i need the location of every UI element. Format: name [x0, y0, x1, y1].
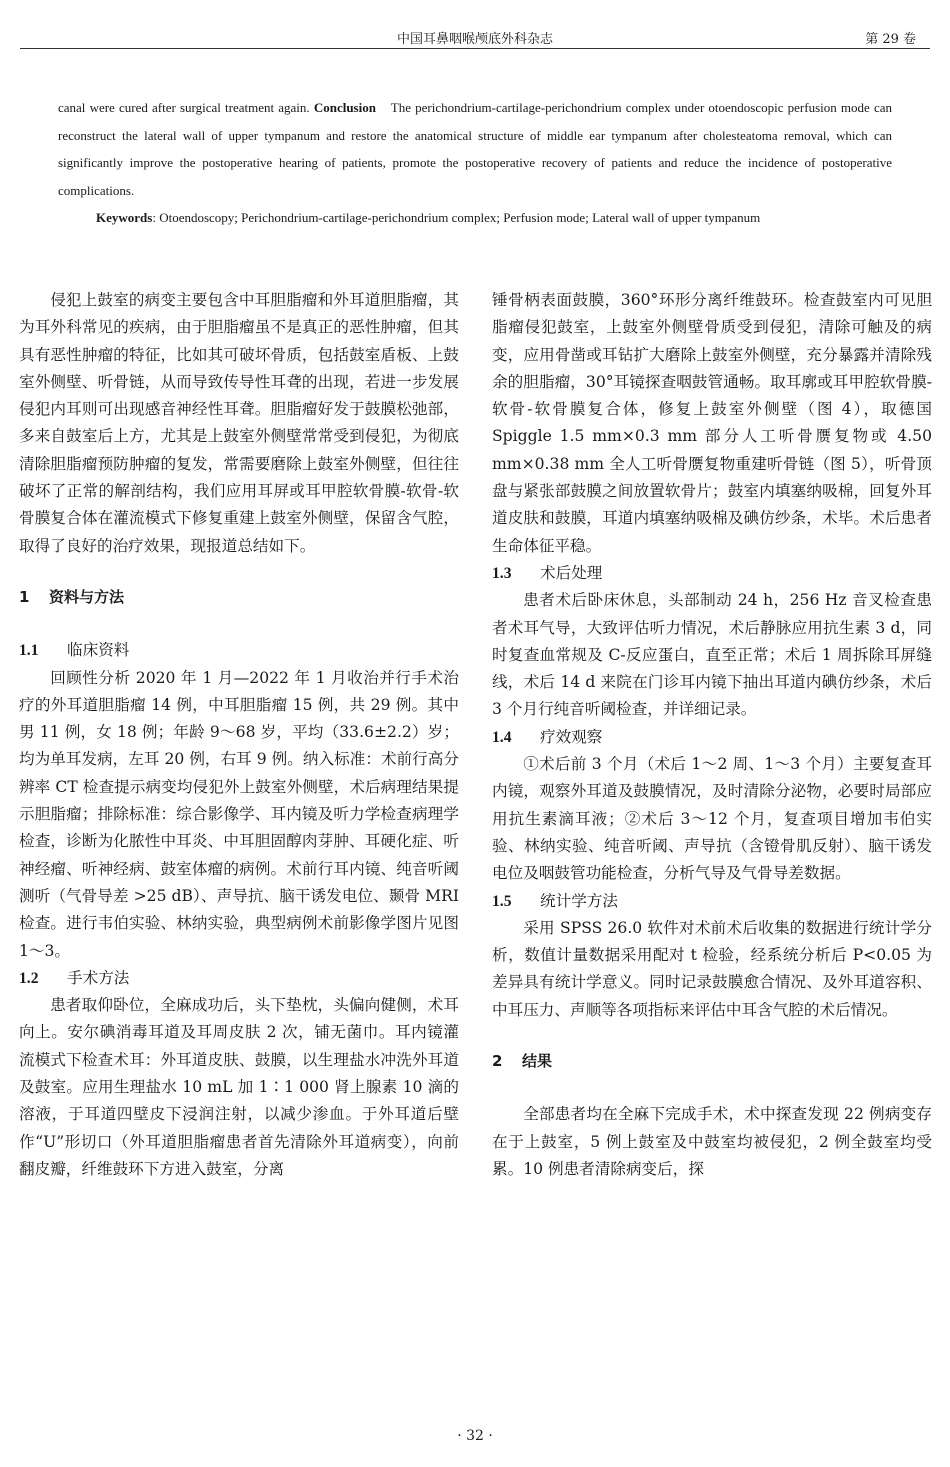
- section-1-3-title: 术后处理: [540, 563, 603, 582]
- statistics-paragraph: 采用 SPSS 26.0 软件对术前术后收集的数据进行统计学分析，数值计量数据采用配对 t 检验，经系统分析后 P<0.05 为差异具有统计学意义。同时记录鼓膜愈合情况、及外耳道容积、中耳压力、声顺等各项指标来评估中耳含气腔的术后情况。: [492, 918, 932, 1019]
- abstract-conclusion-paragraph: [58, 94, 892, 204]
- journal-title: 中国耳鼻咽喉颅底外科杂志: [396, 32, 553, 47]
- surgical-method-paragraph: 患者取仰卧位，全麻成功后，头下垫枕，头偏向健侧，术耳向上。安尔碘消毒耳道及耳周皮肤 2 次，铺无菌巾。耳内镜灌流模式下检查术耳：外耳道皮肤、鼓膜，以生理盐水冲洗外耳道及鼓室。应用生理盐水 10 mL 加 1∶1 000 肾上腺素 10 滴的溶液，于耳道四壁皮下浸润注射，以减少渗血。于外耳道后壁作“U”形切口（外耳道胆脂瘤患者首先清除外耳道病变），向前翻皮瓣，纤维鼓环下方进入鼓室，分离: [19, 996, 459, 1178]
- surgical-method-continued: 锤骨柄表面鼓膜，360°环形分离纤维鼓环。检查鼓室内可见胆脂瘤侵犯鼓室，上鼓室外侧壁骨质受到侵犯，清除可触及的病变，应用骨凿或耳钻扩大磨除上鼓室外侧壁，充分暴露并清除残余的胆脂瘤，30°耳镜探查咽鼓管通畅。取耳廓或耳甲腔软骨膜-软骨-软骨膜复合体，修复上鼓室外侧壁（图 4），取德国 Spiggle 1.5 mm×0.3 mm 部分人工听骨赝复物或 4.50 mm×0.38 mm 全人工听骨赝复物重建听骨链（图 5），听骨顶盘与紧张部鼓膜之间放置软骨片；鼓室内填塞纳吸棉，回复外耳道皮肤和鼓膜，耳道内填塞纳吸棉及碘仿纱条，术毕。术后患者生命体征平稳。: [492, 291, 932, 555]
- running-header: [20, 26, 930, 49]
- keywords-paragraph: [58, 204, 892, 232]
- section-1-title: 资料与方法: [49, 587, 125, 606]
- intro-paragraph: 侵犯上鼓室的病变主要包含中耳胆脂瘤和外耳道胆脂瘤，其为耳外科常见的疾病，由于胆脂瘤虽不是真正的恶性肿瘤，但其具有恶性肿瘤的特征，比如其可破坏骨质，包括鼓室盾板、上鼓室外侧壁、听骨链，从而导致传导性耳聋的出现，若进一步发展侵犯内耳则可出现感音神经性耳聋。胆脂瘤好发于鼓膜松弛部，多来自鼓室后上方，尤其是上鼓室外侧壁常常受到侵犯，为彻底清除胆脂瘤预防肿瘤的复发，常需要磨除上鼓室外侧壁，但往往破坏了正常的解剖结构，我们应用耳屏或耳甲腔软骨膜-软骨-软骨膜复合体在灌流模式下修复重建上鼓室外侧壁，保留含气腔，取得了良好的治疗效果，现报道总结如下。: [19, 291, 459, 555]
- section-1-2-heading: [19, 965, 459, 992]
- section-1-1-number: 1.1: [19, 642, 39, 660]
- section-1-1-heading: [19, 637, 459, 664]
- section-1-4-title: 疗效观察: [540, 727, 603, 746]
- postoperative-care-paragraph: 患者术后卧床休息，头部制动 24 h，256 Hz 音叉检查患者术耳气导，大致评估听力情况，术后静脉应用抗生素 3 d，同时复查血常规及 C-反应蛋白，直至正常；术后 1 周拆除耳屏缝线，术后 14 d 来院在门诊耳内镜下抽出耳道内碘仿纱条，术后 3 个月行纯音听阈检查，并详细记录。: [492, 591, 932, 719]
- section-1-4-number: 1.4: [492, 728, 512, 746]
- keywords-label: Keywords: [96, 210, 153, 225]
- section-1-5-title: 统计学方法: [540, 891, 618, 910]
- keywords-text: : Otoendoscopy; Perichondrium-cartilage-perichondrium complex; Perfusion mode; Lateral wall of upper tympanum: [152, 210, 761, 225]
- right-column: [492, 287, 932, 1183]
- section-1-heading: [19, 584, 459, 611]
- clinical-data-paragraph: 回顾性分析 2020 年 1 月—2022 年 1 月收治并行手术治疗的外耳道胆脂瘤 14 例，中耳胆脂瘤 15 例，共 29 例。其中男 11 例，女 18 例；年龄 9～68 岁，平均（33.6±2.2）岁；均为单耳发病，左耳 20 例，右耳 9 例。纳入标准：术前行高分辨率 CT 检查提示病变均侵犯外上鼓室外侧壁，术后病理结果提示胆脂瘤；排除标准：综合影像学、耳内镜及听力学检查病理学检查，诊断为化脓性中耳炎、中耳胆固醇肉芽肿、耳硬化症、听神经瘤、听神经病、鼓室体瘤的病例。术前行耳内镜、纯音听阈测听（气骨导差 >25 dB）、声导抗、脑干诱发电位、颞骨 MRI 检查。进行韦伯实验、林纳实验，典型病例术前影像学图片见图 1～3。: [19, 668, 459, 960]
- conclusion-text: The perichondrium-cartilage-perichondrium complex under otoendoscopic perfusion mode can reconstruct the lateral wall of upper tympanum and restore the anatomical structure of middle ear tympanum after cholesteatoma removal, which can significantly improve the postoperative hearing of patients, promote the postoperative recovery of patients and reduce the incidence of postoperative complications.: [58, 100, 892, 198]
- section-2-title: 结果: [522, 1052, 553, 1071]
- section-1-2-title: 手术方法: [67, 968, 130, 987]
- efficacy-observation-paragraph: ①术后前 3 个月（术后 1～2 周、1～3 个月）主要复查耳内镜，观察外耳道及鼓膜情况，及时清除分泌物，必要时局部应用抗生素滴耳液；②术后 3～12 个月，复查项目增加韦伯实验、林纳实验、纯音听阈、声导抗（含镫骨肌反射）、脑干诱发电位及咽鼓管功能检查，分析气导及气骨导差数据。: [492, 755, 932, 883]
- conclusion-label: Conclusion: [313, 100, 376, 115]
- section-1-5-number: 1.5: [492, 892, 512, 910]
- section-2-heading: [492, 1048, 932, 1075]
- section-1-3-heading: [492, 560, 932, 587]
- section-2-number: 2: [492, 1052, 503, 1071]
- section-1-3-number: 1.3: [492, 564, 512, 582]
- abstract-results-tail: canal were cured after surgical treatment again.: [58, 100, 314, 115]
- volume-label: 第 29 卷: [865, 32, 916, 47]
- left-column: [19, 287, 459, 1183]
- section-1-1-title: 临床资料: [67, 641, 130, 660]
- page-number: · 32 ·: [457, 1428, 493, 1444]
- section-1-5-heading: [492, 888, 932, 915]
- english-abstract: [58, 94, 892, 232]
- results-paragraph: 全部患者均在全麻下完成手术，术中探查发现 22 例病变存在于上鼓室，5 例上鼓室及中鼓室均被侵犯，2 例全鼓室均受累。10 例患者清除病变后，探: [492, 1105, 932, 1178]
- section-1-number: 1: [19, 587, 30, 606]
- section-1-4-heading: [492, 724, 932, 751]
- section-1-2-number: 1.2: [19, 969, 39, 987]
